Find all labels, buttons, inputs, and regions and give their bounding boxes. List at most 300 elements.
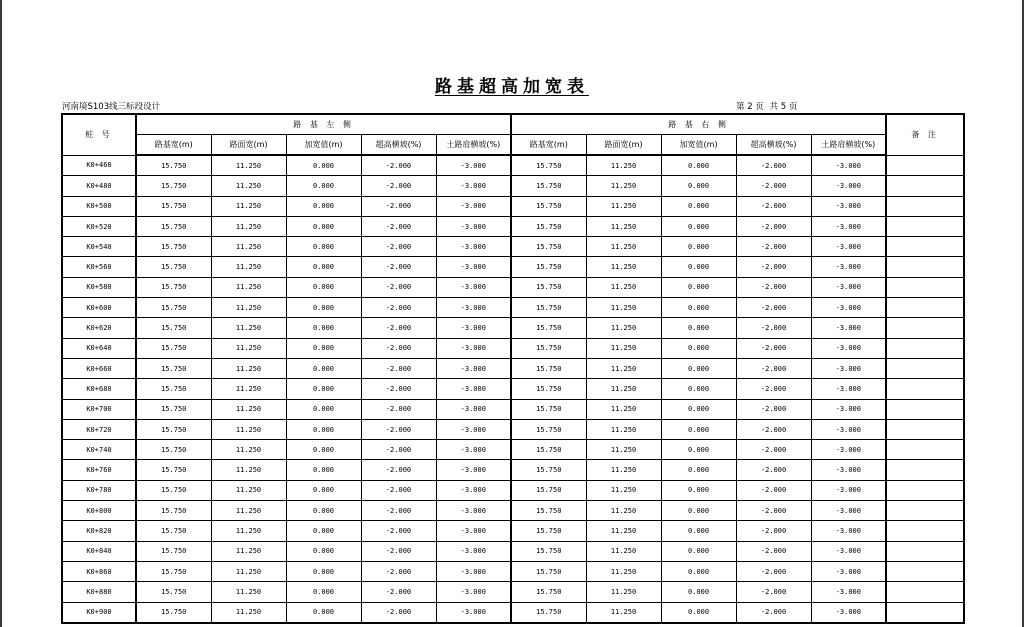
header-left-group: 路 基 左 侧	[136, 114, 511, 135]
table-row	[62, 298, 964, 318]
cell-left-widening: 0.000	[286, 501, 361, 521]
cell-station: K0+760	[62, 460, 136, 480]
cell-right-pavement-width: 11.250	[586, 196, 661, 216]
cell-left-shoulder-slope: -3.000	[436, 379, 511, 399]
cell-left-widening: 0.000	[286, 358, 361, 378]
cell-station: K0+500	[62, 196, 136, 216]
cell-left-widening: 0.000	[286, 216, 361, 236]
table-row	[62, 480, 964, 500]
cell-left-pavement-width: 11.250	[211, 399, 286, 419]
cell-right-subgrade-width: 15.750	[511, 216, 586, 236]
cell-right-superelevation: -2.000	[736, 277, 811, 297]
cell-right-superelevation: -2.000	[736, 541, 811, 561]
cell-right-subgrade-width: 15.750	[511, 541, 586, 561]
cell-remark	[886, 460, 964, 480]
header-remarks: 备 注	[886, 114, 964, 155]
header-row-groups	[62, 114, 964, 135]
cell-right-pavement-width: 11.250	[586, 257, 661, 277]
cell-right-superelevation: -2.000	[736, 237, 811, 257]
cell-left-subgrade-width: 15.750	[136, 176, 211, 196]
table-header	[62, 114, 964, 155]
cell-left-superelevation: -2.000	[361, 338, 436, 358]
cell-right-pavement-width: 11.250	[586, 602, 661, 623]
cell-remark	[886, 379, 964, 399]
cell-right-shoulder-slope: -3.000	[811, 582, 886, 602]
cell-right-shoulder-slope: -3.000	[811, 419, 886, 439]
cell-left-pavement-width: 11.250	[211, 541, 286, 561]
cell-left-widening: 0.000	[286, 196, 361, 216]
cell-left-widening: 0.000	[286, 338, 361, 358]
header-right-subgrade-width: 路基宽(m)	[511, 135, 586, 156]
cell-right-superelevation: -2.000	[736, 460, 811, 480]
cell-left-subgrade-width: 15.750	[136, 298, 211, 318]
cell-right-superelevation: -2.000	[736, 155, 811, 176]
cell-left-subgrade-width: 15.750	[136, 196, 211, 216]
cell-right-subgrade-width: 15.750	[511, 318, 586, 338]
cell-left-pavement-width: 11.250	[211, 561, 286, 581]
cell-left-pavement-width: 11.250	[211, 480, 286, 500]
header-right-shoulder-slope: 土路肩横坡(%)	[811, 135, 886, 156]
header-right-pavement-width: 路面宽(m)	[586, 135, 661, 156]
cell-left-pavement-width: 11.250	[211, 419, 286, 439]
table-row	[62, 358, 964, 378]
cell-left-superelevation: -2.000	[361, 541, 436, 561]
table-row	[62, 338, 964, 358]
cell-right-superelevation: -2.000	[736, 561, 811, 581]
cell-right-superelevation: -2.000	[736, 602, 811, 623]
cell-station: K0+600	[62, 298, 136, 318]
cell-left-widening: 0.000	[286, 237, 361, 257]
header-right-widening: 加宽值(m)	[661, 135, 736, 156]
cell-left-shoulder-slope: -3.000	[436, 298, 511, 318]
cell-left-pavement-width: 11.250	[211, 358, 286, 378]
cell-left-widening: 0.000	[286, 521, 361, 541]
cell-remark	[886, 541, 964, 561]
cell-left-subgrade-width: 15.750	[136, 561, 211, 581]
cell-right-pavement-width: 11.250	[586, 501, 661, 521]
cell-station: K0+720	[62, 419, 136, 439]
cell-right-pavement-width: 11.250	[586, 358, 661, 378]
table-row	[62, 277, 964, 297]
cell-right-shoulder-slope: -3.000	[811, 216, 886, 236]
cell-left-shoulder-slope: -3.000	[436, 419, 511, 439]
table-row	[62, 176, 964, 196]
page-total: 共 5 页	[769, 102, 798, 112]
cell-remark	[886, 501, 964, 521]
cell-right-superelevation: -2.000	[736, 216, 811, 236]
cell-right-shoulder-slope: -3.000	[811, 155, 886, 176]
cell-left-pavement-width: 11.250	[211, 237, 286, 257]
cell-right-pavement-width: 11.250	[586, 216, 661, 236]
cell-left-pavement-width: 11.250	[211, 298, 286, 318]
cell-right-subgrade-width: 15.750	[511, 298, 586, 318]
cell-right-subgrade-width: 15.750	[511, 338, 586, 358]
cell-remark	[886, 176, 964, 196]
cell-right-superelevation: -2.000	[736, 440, 811, 460]
cell-right-subgrade-width: 15.750	[511, 582, 586, 602]
cell-right-widening: 0.000	[661, 358, 736, 378]
cell-left-widening: 0.000	[286, 155, 361, 176]
cell-right-shoulder-slope: -3.000	[811, 399, 886, 419]
cell-left-pavement-width: 11.250	[211, 521, 286, 541]
cell-left-widening: 0.000	[286, 541, 361, 561]
cell-right-superelevation: -2.000	[736, 298, 811, 318]
cell-left-subgrade-width: 15.750	[136, 216, 211, 236]
cell-station: K0+520	[62, 216, 136, 236]
cell-right-shoulder-slope: -3.000	[811, 501, 886, 521]
cell-right-shoulder-slope: -3.000	[811, 440, 886, 460]
cell-right-superelevation: -2.000	[736, 338, 811, 358]
cell-left-widening: 0.000	[286, 277, 361, 297]
cell-left-superelevation: -2.000	[361, 237, 436, 257]
cell-left-superelevation: -2.000	[361, 419, 436, 439]
cell-right-pavement-width: 11.250	[586, 521, 661, 541]
cell-left-widening: 0.000	[286, 379, 361, 399]
cell-right-widening: 0.000	[661, 277, 736, 297]
cell-right-pavement-width: 11.250	[586, 155, 661, 176]
cell-left-widening: 0.000	[286, 460, 361, 480]
cell-right-widening: 0.000	[661, 440, 736, 460]
cell-remark	[886, 358, 964, 378]
page-current: 第 2 页	[736, 102, 764, 112]
cell-left-widening: 0.000	[286, 561, 361, 581]
table-row	[62, 602, 964, 623]
cell-station: K0+640	[62, 338, 136, 358]
cell-right-widening: 0.000	[661, 501, 736, 521]
cell-right-widening: 0.000	[661, 155, 736, 176]
cell-left-pavement-width: 11.250	[211, 440, 286, 460]
cell-right-widening: 0.000	[661, 582, 736, 602]
table-row	[62, 379, 964, 399]
page-title	[0, 72, 1024, 97]
cell-left-subgrade-width: 15.750	[136, 237, 211, 257]
cell-left-shoulder-slope: -3.000	[436, 399, 511, 419]
cell-right-widening: 0.000	[661, 561, 736, 581]
cell-left-shoulder-slope: -3.000	[436, 338, 511, 358]
cell-right-widening: 0.000	[661, 318, 736, 338]
header-left-shoulder-slope: 土路肩横坡(%)	[436, 135, 511, 156]
header-right-superelevation: 超高横坡(%)	[736, 135, 811, 156]
cell-right-subgrade-width: 15.750	[511, 155, 586, 176]
cell-right-subgrade-width: 15.750	[511, 521, 586, 541]
cell-left-subgrade-width: 15.750	[136, 257, 211, 277]
cell-left-pavement-width: 11.250	[211, 155, 286, 176]
cell-right-subgrade-width: 15.750	[511, 460, 586, 480]
cell-right-subgrade-width: 15.750	[511, 501, 586, 521]
cell-right-widening: 0.000	[661, 460, 736, 480]
cell-left-subgrade-width: 15.750	[136, 602, 211, 623]
cell-right-shoulder-slope: -3.000	[811, 561, 886, 581]
cell-left-superelevation: -2.000	[361, 155, 436, 176]
cell-left-superelevation: -2.000	[361, 399, 436, 419]
cell-left-widening: 0.000	[286, 257, 361, 277]
page-info	[736, 100, 800, 112]
table-row	[62, 419, 964, 439]
cell-station: K0+560	[62, 257, 136, 277]
cell-right-widening: 0.000	[661, 419, 736, 439]
cell-right-superelevation: -2.000	[736, 480, 811, 500]
cell-right-shoulder-slope: -3.000	[811, 257, 886, 277]
cell-left-widening: 0.000	[286, 602, 361, 623]
cell-left-superelevation: -2.000	[361, 379, 436, 399]
cell-left-widening: 0.000	[286, 419, 361, 439]
cell-left-superelevation: -2.000	[361, 216, 436, 236]
cell-left-pavement-width: 11.250	[211, 257, 286, 277]
cell-left-subgrade-width: 15.750	[136, 358, 211, 378]
cell-right-pavement-width: 11.250	[586, 541, 661, 561]
cell-left-subgrade-width: 15.750	[136, 419, 211, 439]
cell-station: K0+900	[62, 602, 136, 623]
header-station: 桩 号	[62, 114, 136, 155]
cell-right-widening: 0.000	[661, 521, 736, 541]
cell-left-shoulder-slope: -3.000	[436, 257, 511, 277]
cell-right-widening: 0.000	[661, 196, 736, 216]
cell-right-pavement-width: 11.250	[586, 176, 661, 196]
cell-left-widening: 0.000	[286, 480, 361, 500]
cell-right-shoulder-slope: -3.000	[811, 176, 886, 196]
cell-right-widening: 0.000	[661, 379, 736, 399]
cell-left-shoulder-slope: -3.000	[436, 176, 511, 196]
cell-left-superelevation: -2.000	[361, 358, 436, 378]
cell-right-subgrade-width: 15.750	[511, 237, 586, 257]
cell-right-subgrade-width: 15.750	[511, 257, 586, 277]
cell-remark	[886, 277, 964, 297]
cell-left-superelevation: -2.000	[361, 521, 436, 541]
project-name: 河南境S103线三标段设计	[62, 102, 161, 112]
cell-left-subgrade-width: 15.750	[136, 460, 211, 480]
cell-right-shoulder-slope: -3.000	[811, 338, 886, 358]
cell-left-shoulder-slope: -3.000	[436, 237, 511, 257]
cell-station: K0+740	[62, 440, 136, 460]
cell-right-widening: 0.000	[661, 237, 736, 257]
cell-left-shoulder-slope: -3.000	[436, 358, 511, 378]
cell-left-pavement-width: 11.250	[211, 582, 286, 602]
cell-left-shoulder-slope: -3.000	[436, 582, 511, 602]
cell-right-subgrade-width: 15.750	[511, 176, 586, 196]
cell-right-pavement-width: 11.250	[586, 237, 661, 257]
cell-right-subgrade-width: 15.750	[511, 277, 586, 297]
table-row	[62, 440, 964, 460]
cell-left-widening: 0.000	[286, 582, 361, 602]
cell-right-superelevation: -2.000	[736, 521, 811, 541]
cell-right-widening: 0.000	[661, 338, 736, 358]
cell-left-shoulder-slope: -3.000	[436, 440, 511, 460]
cell-left-widening: 0.000	[286, 298, 361, 318]
cell-remark	[886, 561, 964, 581]
cell-left-widening: 0.000	[286, 318, 361, 338]
cell-left-subgrade-width: 15.750	[136, 318, 211, 338]
cell-right-subgrade-width: 15.750	[511, 419, 586, 439]
cell-left-shoulder-slope: -3.000	[436, 318, 511, 338]
cell-remark	[886, 440, 964, 460]
cell-right-pavement-width: 11.250	[586, 318, 661, 338]
cell-right-shoulder-slope: -3.000	[811, 602, 886, 623]
header-left-subgrade-width: 路基宽(m)	[136, 135, 211, 156]
cell-station: K0+460	[62, 155, 136, 176]
cell-left-superelevation: -2.000	[361, 602, 436, 623]
header-right-group: 路 基 右 侧	[511, 114, 886, 135]
cell-right-pavement-width: 11.250	[586, 338, 661, 358]
cell-left-shoulder-slope: -3.000	[436, 561, 511, 581]
table-row	[62, 399, 964, 419]
cell-remark	[886, 318, 964, 338]
cell-left-superelevation: -2.000	[361, 196, 436, 216]
cell-left-superelevation: -2.000	[361, 582, 436, 602]
cell-station: K0+800	[62, 501, 136, 521]
cell-remark	[886, 399, 964, 419]
cell-left-subgrade-width: 15.750	[136, 440, 211, 460]
cell-remark	[886, 196, 964, 216]
cell-left-shoulder-slope: -3.000	[436, 155, 511, 176]
cell-station: K0+540	[62, 237, 136, 257]
cell-left-pavement-width: 11.250	[211, 602, 286, 623]
cell-left-superelevation: -2.000	[361, 257, 436, 277]
cell-remark	[886, 298, 964, 318]
cell-station: K0+580	[62, 277, 136, 297]
cell-left-shoulder-slope: -3.000	[436, 480, 511, 500]
cell-left-shoulder-slope: -3.000	[436, 521, 511, 541]
cell-right-pavement-width: 11.250	[586, 561, 661, 581]
superelevation-table	[61, 113, 965, 624]
cell-left-subgrade-width: 15.750	[136, 582, 211, 602]
cell-right-widening: 0.000	[661, 602, 736, 623]
cell-right-subgrade-width: 15.750	[511, 561, 586, 581]
table-row	[62, 521, 964, 541]
cell-right-pavement-width: 11.250	[586, 440, 661, 460]
cell-station: K0+620	[62, 318, 136, 338]
cell-left-subgrade-width: 15.750	[136, 521, 211, 541]
cell-station: K0+700	[62, 399, 136, 419]
cell-left-subgrade-width: 15.750	[136, 338, 211, 358]
cell-right-widening: 0.000	[661, 257, 736, 277]
cell-right-shoulder-slope: -3.000	[811, 460, 886, 480]
cell-right-superelevation: -2.000	[736, 176, 811, 196]
cell-right-superelevation: -2.000	[736, 257, 811, 277]
cell-station: K0+840	[62, 541, 136, 561]
cell-remark	[886, 338, 964, 358]
cell-right-pavement-width: 11.250	[586, 399, 661, 419]
cell-station: K0+880	[62, 582, 136, 602]
cell-left-superelevation: -2.000	[361, 561, 436, 581]
cell-right-shoulder-slope: -3.000	[811, 277, 886, 297]
cell-left-shoulder-slope: -3.000	[436, 216, 511, 236]
cell-left-subgrade-width: 15.750	[136, 480, 211, 500]
cell-right-widening: 0.000	[661, 541, 736, 561]
cell-left-superelevation: -2.000	[361, 318, 436, 338]
cell-left-pavement-width: 11.250	[211, 460, 286, 480]
cell-right-widening: 0.000	[661, 399, 736, 419]
cell-right-superelevation: -2.000	[736, 582, 811, 602]
cell-right-subgrade-width: 15.750	[511, 379, 586, 399]
cell-right-shoulder-slope: -3.000	[811, 298, 886, 318]
cell-right-subgrade-width: 15.750	[511, 602, 586, 623]
cell-left-superelevation: -2.000	[361, 480, 436, 500]
cell-left-superelevation: -2.000	[361, 176, 436, 196]
cell-left-pavement-width: 11.250	[211, 318, 286, 338]
cell-left-shoulder-slope: -3.000	[436, 541, 511, 561]
cell-right-widening: 0.000	[661, 298, 736, 318]
cell-remark	[886, 155, 964, 176]
cell-right-superelevation: -2.000	[736, 419, 811, 439]
cell-left-pavement-width: 11.250	[211, 338, 286, 358]
cell-right-superelevation: -2.000	[736, 379, 811, 399]
cell-remark	[886, 216, 964, 236]
cell-right-superelevation: -2.000	[736, 196, 811, 216]
cell-left-pavement-width: 11.250	[211, 196, 286, 216]
cell-left-superelevation: -2.000	[361, 277, 436, 297]
cell-station: K0+480	[62, 176, 136, 196]
table-row	[62, 216, 964, 236]
cell-remark	[886, 237, 964, 257]
cell-left-superelevation: -2.000	[361, 298, 436, 318]
cell-left-subgrade-width: 15.750	[136, 541, 211, 561]
cell-right-pavement-width: 11.250	[586, 277, 661, 297]
table-row	[62, 196, 964, 216]
cell-right-widening: 0.000	[661, 216, 736, 236]
cell-right-superelevation: -2.000	[736, 358, 811, 378]
cell-remark	[886, 521, 964, 541]
cell-right-shoulder-slope: -3.000	[811, 358, 886, 378]
cell-left-subgrade-width: 15.750	[136, 155, 211, 176]
cell-remark	[886, 419, 964, 439]
cell-left-widening: 0.000	[286, 176, 361, 196]
cell-remark	[886, 480, 964, 500]
table-row	[62, 460, 964, 480]
cell-right-subgrade-width: 15.750	[511, 480, 586, 500]
cell-right-pavement-width: 11.250	[586, 298, 661, 318]
cell-right-shoulder-slope: -3.000	[811, 541, 886, 561]
cell-left-pavement-width: 11.250	[211, 277, 286, 297]
cell-right-shoulder-slope: -3.000	[811, 318, 886, 338]
cell-right-widening: 0.000	[661, 176, 736, 196]
table-row	[62, 541, 964, 561]
cell-right-pavement-width: 11.250	[586, 582, 661, 602]
cell-right-shoulder-slope: -3.000	[811, 237, 886, 257]
cell-station: K0+860	[62, 561, 136, 581]
header-row-columns	[62, 135, 964, 156]
cell-right-superelevation: -2.000	[736, 399, 811, 419]
cell-right-shoulder-slope: -3.000	[811, 196, 886, 216]
cell-left-subgrade-width: 15.750	[136, 501, 211, 521]
table-row	[62, 237, 964, 257]
cell-right-pavement-width: 11.250	[586, 379, 661, 399]
cell-right-superelevation: -2.000	[736, 501, 811, 521]
cell-left-widening: 0.000	[286, 399, 361, 419]
cell-right-pavement-width: 11.250	[586, 419, 661, 439]
cell-left-shoulder-slope: -3.000	[436, 277, 511, 297]
header-left-superelevation: 超高横坡(%)	[361, 135, 436, 156]
header-left-pavement-width: 路面宽(m)	[211, 135, 286, 156]
header-left-widening: 加宽值(m)	[286, 135, 361, 156]
cell-station: K0+780	[62, 480, 136, 500]
table-row	[62, 561, 964, 581]
cell-left-superelevation: -2.000	[361, 440, 436, 460]
cell-right-shoulder-slope: -3.000	[811, 480, 886, 500]
table-body	[62, 155, 964, 623]
cell-remark	[886, 582, 964, 602]
cell-right-subgrade-width: 15.750	[511, 358, 586, 378]
cell-left-widening: 0.000	[286, 440, 361, 460]
cell-right-superelevation: -2.000	[736, 318, 811, 338]
cell-right-widening: 0.000	[661, 480, 736, 500]
cell-left-shoulder-slope: -3.000	[436, 460, 511, 480]
cell-left-pavement-width: 11.250	[211, 216, 286, 236]
cell-left-pavement-width: 11.250	[211, 501, 286, 521]
cell-right-subgrade-width: 15.750	[511, 196, 586, 216]
cell-remark	[886, 602, 964, 623]
cell-right-subgrade-width: 15.750	[511, 440, 586, 460]
table-row	[62, 155, 964, 176]
